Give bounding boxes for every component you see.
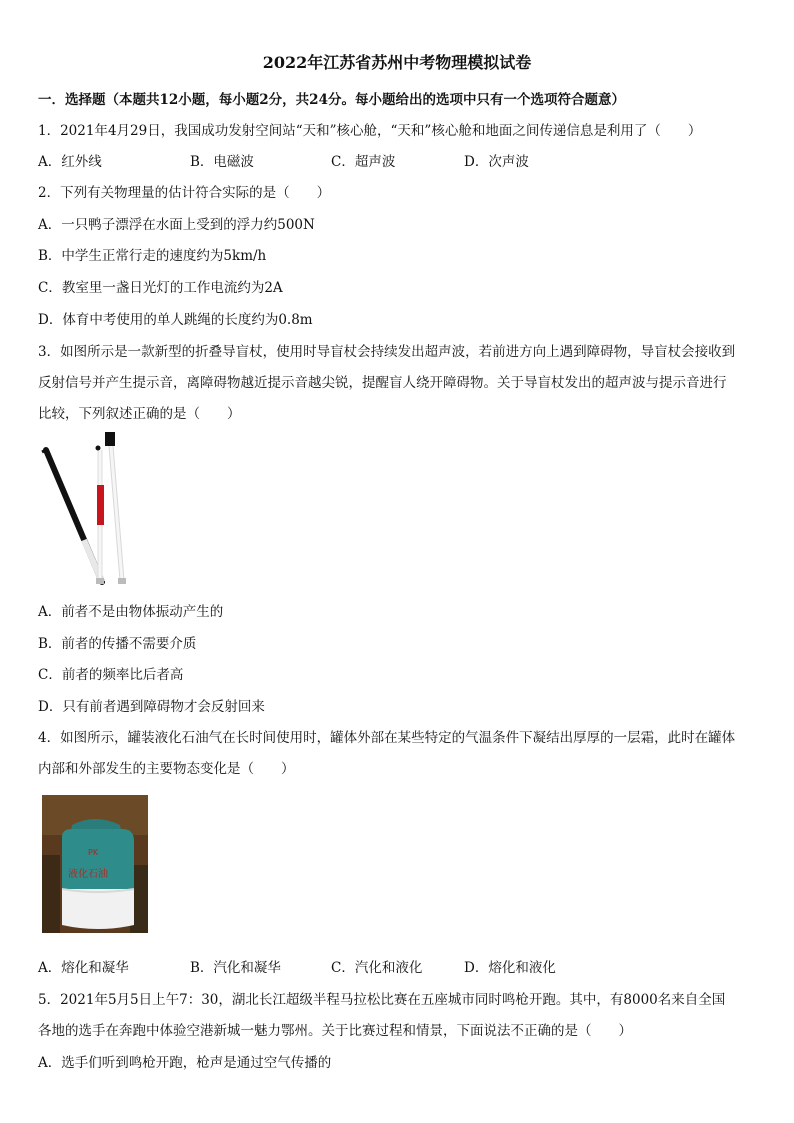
option-c: C．教室里一盏日光灯的工作电流约为2A xyxy=(38,280,283,296)
page-title: 2022年江苏省苏州中考物理模拟试卷 xyxy=(262,53,532,72)
question-2: 2．下列有关物理量的估计符合实际的是（ ） xyxy=(38,185,331,201)
option-d: D．熔化和液化 xyxy=(464,960,556,976)
option-d: D．体育中考使用的单人跳绳的长度约为0.8m xyxy=(38,312,313,328)
question-3-line-2: 反射信号并产生提示音，离障碍物越近提示音越尖锐，提醒盲人绕开障碍物。关于导盲杖发出的超声波与提示音进行 xyxy=(38,375,727,391)
question-1-options xyxy=(38,150,529,170)
option-a: A．选手们听到鸣枪开跑，枪声是通过空气传播的 xyxy=(38,1055,332,1071)
tank-label: 液化石油 xyxy=(68,869,108,880)
option-a: A．前者不是由物体振动产生的 xyxy=(38,604,224,620)
folding-cane-image xyxy=(38,430,138,590)
section-heading: 一．选择题（本题共12小题，每小题2分，共24分。每小题给出的选项中只有一个选项符合题意） xyxy=(38,92,625,108)
question-3-line-1: 3．如图所示是一款新型的折叠导盲杖，使用时导盲杖会持续发出超声波，若前进方向上遇到障碍物，导盲杖会接收到 xyxy=(38,344,736,360)
question-4-options xyxy=(38,956,556,976)
question-4-line-1: 4．如图所示，罐装液化石油气在长时间使用时，罐体外部在某些特定的气温条件下凝结出厚厚的一层霜，此时在罐体 xyxy=(38,730,736,746)
question-5-line-1: 5．2021年5月5日上午7：30，湖北长江超级半程马拉松比赛在五座城市同时鸣枪开跑。其中，有8000名来自全国 xyxy=(38,992,726,1008)
option-d: D．次声波 xyxy=(464,154,529,170)
option-c: C．前者的频率比后者高 xyxy=(38,667,184,683)
option-b: B．前者的传播不需要介质 xyxy=(38,636,197,652)
option-c: C．汽化和液化 xyxy=(331,960,423,976)
question-4-line-2: 内部和外部发生的主要物态变化是（ ） xyxy=(38,761,295,777)
question-3-line-3: 比较，下列叙述正确的是（ ） xyxy=(38,406,241,422)
question-1: 1．2021年4月29日，我国成功发射空间站“天和”核心舱，“天和”核心舱和地面之间传递信息是利用了（ ） xyxy=(38,123,702,139)
option-a: A．熔化和凝华 xyxy=(38,960,129,976)
option-b: B．电磁波 xyxy=(190,154,254,170)
tank-text-pk: PK xyxy=(88,848,99,857)
option-c: C．超声波 xyxy=(331,154,396,170)
question-5-line-2: 各地的选手在奔跑中体验空港新城一魅力鄂州。关于比赛过程和情景，下面说法不正确的是（ ） xyxy=(38,1023,632,1039)
gas-tank-image xyxy=(42,795,148,933)
option-b: B．汽化和凝华 xyxy=(190,960,281,976)
option-d: D．只有前者遇到障碍物才会反射回来 xyxy=(38,699,265,715)
option-b: B．中学生正常行走的速度约为5km/h xyxy=(38,248,267,264)
option-a: A．红外线 xyxy=(38,154,102,170)
option-a: A．一只鸭子漂浮在水面上受到的浮力约500N xyxy=(38,217,315,233)
